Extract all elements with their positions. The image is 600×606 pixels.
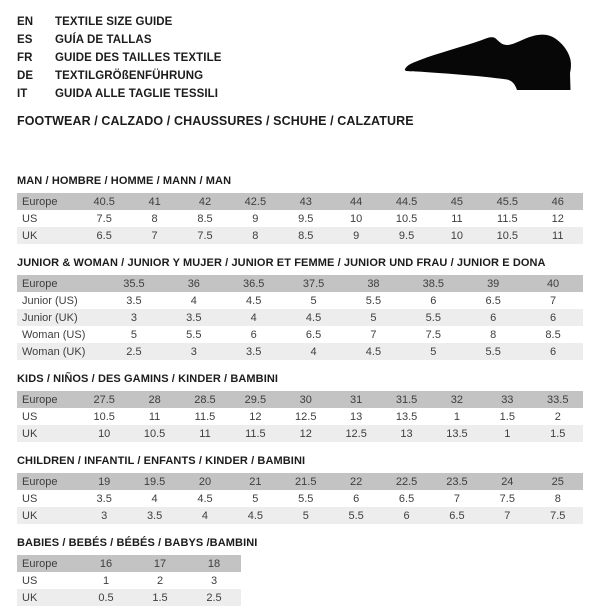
section-title: KIDS / NIÑOS / DES GAMINS / KINDER / BAMBINI [17,373,279,385]
size-cell: 13.5 [446,427,468,440]
size-cell: 8 [554,492,561,505]
size-cell: 40 [546,277,560,290]
size-cell: 35.5 [123,277,145,290]
size-cell: 28 [148,393,161,406]
size-cell: 12 [551,212,564,225]
size-section-junior-woman [17,257,583,360]
table-row [17,210,583,227]
size-cell: 2 [156,574,164,587]
table-row [17,292,583,309]
size-cell: 20 [198,475,212,488]
size-cell: 11.5 [497,212,518,225]
row-label: UK [22,591,38,604]
size-table-kids [17,391,583,442]
size-cell: 3.5 [186,311,202,324]
size-cell: 3 [210,574,218,587]
row-label: US [22,212,38,225]
size-cell: 7 [550,294,557,307]
size-cell: 0.5 [98,591,114,604]
size-table-children [17,473,583,524]
size-cell: 10 [450,229,464,242]
section-title: BABIES / BEBÉS / BÉBÉS / BABYS /BAMBINI [17,537,258,549]
size-cell: 6.5 [96,229,112,242]
size-cell: 28.5 [194,393,216,406]
size-cell: 22.5 [395,475,418,488]
size-cell: 7.5 [197,229,213,242]
size-cell: 6 [353,492,360,505]
size-cell: 10.5 [143,427,166,440]
size-section-kids [17,373,583,442]
size-cell: 33.5 [547,393,569,406]
language-title: GUÍA DE TALLAS [55,34,152,46]
size-cell: 4 [151,492,158,505]
size-cell: 31.5 [395,393,418,406]
row-label: UK [22,509,38,522]
language-code: IT [17,88,28,100]
size-cell: 8 [490,328,497,341]
size-cell: 6 [430,294,437,307]
size-cell: 1 [504,427,511,440]
size-cell: 19.5 [143,475,166,488]
table-row [17,425,583,442]
size-cell: 39 [487,277,500,290]
size-table-junior-woman [17,275,583,360]
language-code: FR [17,52,33,64]
size-cell: 41 [148,195,161,208]
section-title: MAN / HOMBRE / HOMME / MANN / MAN [17,175,232,187]
size-cell: 30 [299,393,312,406]
size-cell: 32 [450,393,464,406]
size-cell: 11.5 [194,410,216,423]
size-cell: 3 [101,509,108,522]
size-cell: 5.5 [298,492,314,505]
size-cell: 42 [198,195,212,208]
size-cell: 7.5 [499,492,515,505]
row-label: Europe [22,557,58,570]
size-cell: 8.5 [197,212,213,225]
row-label: US [22,410,38,423]
size-cell: 25 [551,475,564,488]
section-title: CHILDREN / INFANTIL / ENFANTS / KINDER / BAMBINI [17,455,306,467]
size-cell: 11.5 [245,427,266,440]
size-cell: 33 [501,393,514,406]
size-cell: 11 [148,410,161,423]
size-cell: 8.5 [545,328,561,341]
size-cell: 7 [504,509,511,522]
language-title: TEXTILGRÖßENFÜHRUNG [55,70,204,82]
size-cell: 6 [550,311,557,324]
language-title: GUIDE DES TAILLES TEXTILE [55,52,222,64]
size-cell: 11 [552,229,564,242]
size-cell: 37.5 [302,277,325,290]
size-cell: 5.5 [425,311,441,324]
size-cell: 23.5 [446,475,468,488]
size-cell: 2.5 [206,591,222,604]
size-cell: 3.5 [146,509,163,522]
row-label: UK [22,427,38,440]
row-label: Woman (US) [22,328,86,341]
row-label: Europe [22,195,58,208]
size-cell: 1 [102,574,110,587]
size-cell: 8 [252,229,259,242]
size-cell: 36.5 [242,277,265,290]
language-code: DE [17,70,34,82]
table-row [17,193,583,210]
language-title: TEXTILE SIZE GUIDE [55,16,173,28]
table-row [17,555,241,572]
language-title: GUIDA ALLE TAGLIE TESSILI [55,88,219,100]
size-cell: 21.5 [295,475,317,488]
size-cell: 18 [207,557,221,570]
row-label: Europe [22,475,58,488]
size-cell: 9.5 [398,229,415,242]
table-row [17,408,583,425]
size-cell: 8 [151,212,158,225]
size-cell: 4 [310,345,317,358]
size-cell: 3 [130,311,137,324]
size-cell: 5 [310,294,317,307]
size-cell: 6.5 [398,492,415,505]
size-cell: 4.5 [247,509,264,522]
section-title: JUNIOR & WOMAN / JUNIOR Y MUJER / JUNIOR ET FEMME / JUNIOR UND FRAU / JUNIOR E DONA [17,257,546,269]
size-section-babies [17,537,583,606]
size-cell: 4.5 [246,294,262,307]
size-cell: 6.5 [485,294,501,307]
size-cell: 13 [350,410,363,423]
row-label: Europe [22,393,58,406]
size-cell: 12 [299,427,312,440]
size-cell: 12.5 [345,427,367,440]
table-row [17,473,583,490]
size-cell: 3 [190,345,197,358]
size-table-man [17,193,583,244]
size-cell: 10.5 [496,229,519,242]
size-cell: 10.5 [395,212,418,225]
table-row [17,326,583,343]
size-cell: 8.5 [298,229,314,242]
size-cell: 7.5 [96,212,112,225]
size-cell: 9 [353,229,360,242]
size-cell: 10 [98,427,111,440]
size-cell: 1.5 [499,410,515,423]
size-cell: 5 [430,345,437,358]
size-cell: 13.5 [395,410,418,423]
size-section-children [17,455,583,524]
size-cell: 6 [490,311,497,324]
language-code: EN [17,16,34,28]
row-label: US [22,492,38,505]
size-cell: 31 [350,393,363,406]
language-row-en [17,13,583,31]
size-cell: 6 [550,345,557,358]
size-cell: 6.5 [449,509,465,522]
size-cell: 3.5 [96,492,112,505]
size-cell: 5 [252,492,259,505]
size-cell: 45.5 [496,195,519,208]
size-cell: 6 [250,328,257,341]
category-title: FOOTWEAR / CALZADO / CHAUSSURES / SCHUHE / CALZATURE [17,114,414,128]
size-cell: 7.5 [425,328,441,341]
size-cell: 5.5 [186,328,202,341]
size-cell: 6 [403,509,410,522]
table-row [17,227,583,244]
size-cell: 6.5 [305,328,322,341]
table-row [17,507,583,524]
size-cell: 4.5 [365,345,382,358]
size-cell: 5 [130,328,137,341]
row-label: Junior (US) [22,294,78,307]
size-cell: 16 [99,557,113,570]
size-cell: 7 [151,229,158,242]
size-cell: 2 [554,410,561,423]
size-cell: 4 [250,311,257,324]
size-cell: 5 [302,509,309,522]
size-cell: 43 [299,195,312,208]
size-cell: 5.5 [485,345,501,358]
size-cell: 21 [249,475,262,488]
size-cell: 5.5 [348,509,364,522]
row-label: US [22,574,38,587]
size-cell: 1.5 [152,591,168,604]
size-cell: 9.5 [298,212,314,225]
size-cell: 38.5 [422,277,445,290]
size-cell: 2.5 [126,345,142,358]
size-cell: 4 [190,294,197,307]
size-cell: 38 [367,277,380,290]
size-cell: 4 [201,509,209,522]
size-cell: 7 [370,328,377,341]
size-cell: 29.5 [244,393,267,406]
table-row [17,275,583,292]
size-cell: 24 [501,475,514,488]
size-cell: 40.5 [93,195,115,208]
size-cell: 13 [400,427,413,440]
size-cell: 7 [453,492,460,505]
table-row [17,490,583,507]
size-cell: 10.5 [93,410,115,423]
table-row [17,343,583,360]
size-cell: 44 [350,195,363,208]
size-cell: 7.5 [550,509,566,522]
table-row [17,589,241,606]
size-cell: 5.5 [365,294,382,307]
size-cell: 12 [249,410,262,423]
size-cell: 4.5 [197,492,213,505]
size-cell: 44.5 [395,195,418,208]
size-cell: 46 [551,195,564,208]
size-cell: 3.5 [126,294,142,307]
table-row [17,309,583,326]
size-cell: 19 [98,475,111,488]
size-cell: 27.5 [93,393,115,406]
row-label: Europe [22,277,58,290]
size-cell: 36 [187,277,200,290]
size-table-babies [17,555,241,606]
table-row [17,572,241,589]
size-cell: 4.5 [305,311,322,324]
size-cell: 11 [199,427,211,440]
size-cell: 1.5 [550,427,566,440]
row-label: UK [22,229,38,242]
size-cell: 1 [453,410,460,423]
size-cell: 17 [153,557,167,570]
size-cell: 42.5 [244,195,267,208]
row-label: Woman (UK) [22,345,86,358]
dress-shoe-icon [404,32,576,94]
size-cell: 5 [370,311,377,324]
size-cell: 12.5 [295,410,317,423]
size-cell: 9 [252,212,259,225]
size-cell: 10 [350,212,363,225]
row-label: Junior (UK) [22,311,78,324]
table-row [17,391,583,408]
size-cell: 22 [350,475,363,488]
size-section-man [17,175,583,244]
size-cell: 45 [450,195,464,208]
size-cell: 11 [451,212,463,225]
language-code: ES [17,34,33,46]
size-cell: 3.5 [246,345,262,358]
